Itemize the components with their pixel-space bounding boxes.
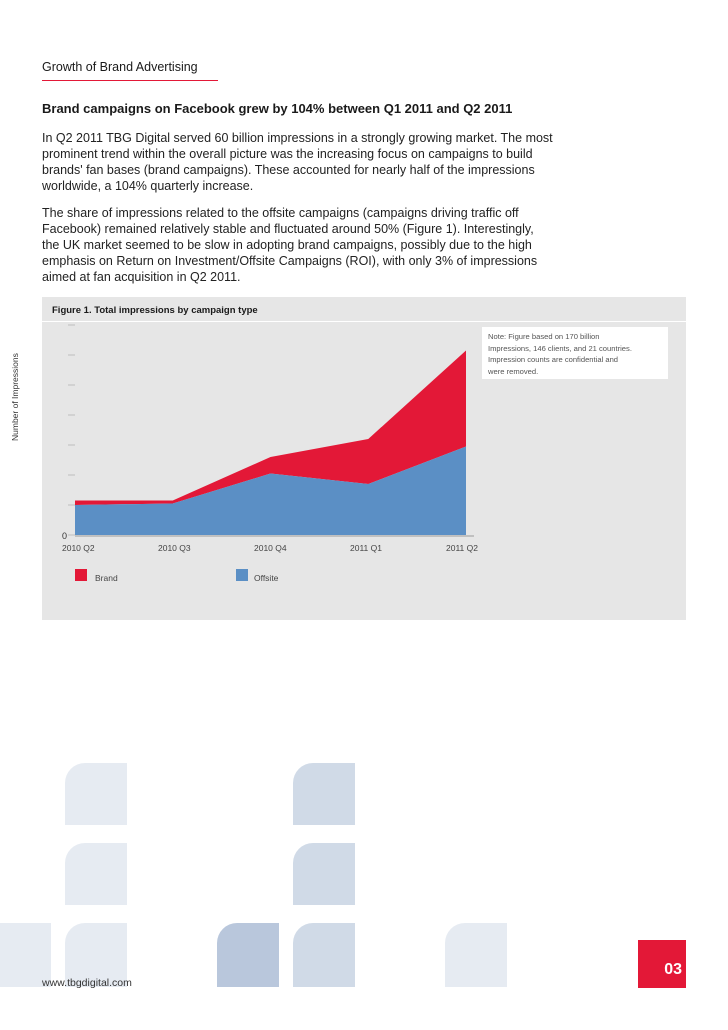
decorative-block — [293, 923, 355, 987]
paragraph-1-line: brands' fan bases (brand campaigns). These accounted for nearly half of the impressions — [42, 163, 535, 177]
x-tick-label: 2011 Q1 — [350, 543, 382, 553]
x-tick-label: 2010 Q4 — [254, 543, 287, 553]
figure-note-line: Note: Figure based on 170 billion — [488, 332, 600, 341]
footer-url: www.tbgdigital.com — [42, 977, 132, 989]
paragraph-1-line: worldwide, a 104% quarterly increase. — [42, 179, 254, 193]
y-axis-title: Number of Impressions — [10, 353, 20, 441]
paragraph-2-line: The share of impressions related to the offsite campaigns (campaigns driving traffic off — [42, 206, 519, 220]
legend-label-brand: Brand — [95, 573, 118, 583]
paragraph-2-line: the UK market seemed to be slow in adopting brand campaigns, possibly due to the high — [42, 238, 532, 252]
page-number: 03 — [638, 940, 686, 988]
figure-title: Figure 1. Total impressions by campaign type — [52, 305, 258, 316]
legend-swatch-offsite — [236, 569, 248, 581]
decorative-block — [293, 763, 355, 825]
figure-note-line: Impressions, 146 clients, and 21 countries. — [488, 343, 632, 353]
decorative-block — [445, 923, 507, 987]
decorative-block — [217, 923, 279, 987]
decorative-block — [293, 843, 355, 905]
headline: Brand campaigns on Facebook grew by 104% between Q1 2011 and Q2 2011 — [42, 101, 513, 116]
paragraph-1-line: In Q2 2011 TBG Digital served 60 billion impressions in a strongly growing market. The most — [42, 131, 553, 145]
paragraph-2-line: aimed at fan acquisition in Q2 2011. — [42, 270, 241, 284]
paragraph-2-line: Facebook) remained relatively stable and fluctuated around 50% (Figure 1). Interestingly, — [42, 222, 534, 236]
legend-swatch-brand — [75, 569, 87, 581]
legend-label-offsite: Offsite — [254, 573, 279, 583]
x-tick-label: 2010 Q2 — [62, 543, 95, 553]
figure-note-line: were removed. — [488, 366, 539, 376]
x-tick-label: 2010 Q3 — [158, 543, 191, 553]
x-tick-label: 2011 Q2 — [446, 543, 478, 553]
decorative-block — [65, 763, 127, 825]
y-axis-zero-label: 0 — [62, 531, 68, 541]
figure-note-line: Impression counts are confidential and — [488, 355, 619, 364]
section-title: Growth of Brand Advertising — [42, 60, 198, 74]
paragraph-2-line: emphasis on Return on Investment/Offsite Campaigns (ROI), with only 3% of impressions — [42, 254, 538, 268]
decorative-block — [65, 843, 127, 905]
paragraph-1-line: prominent trend within the overall picture was the increasing focus on campaigns to build — [42, 147, 533, 161]
